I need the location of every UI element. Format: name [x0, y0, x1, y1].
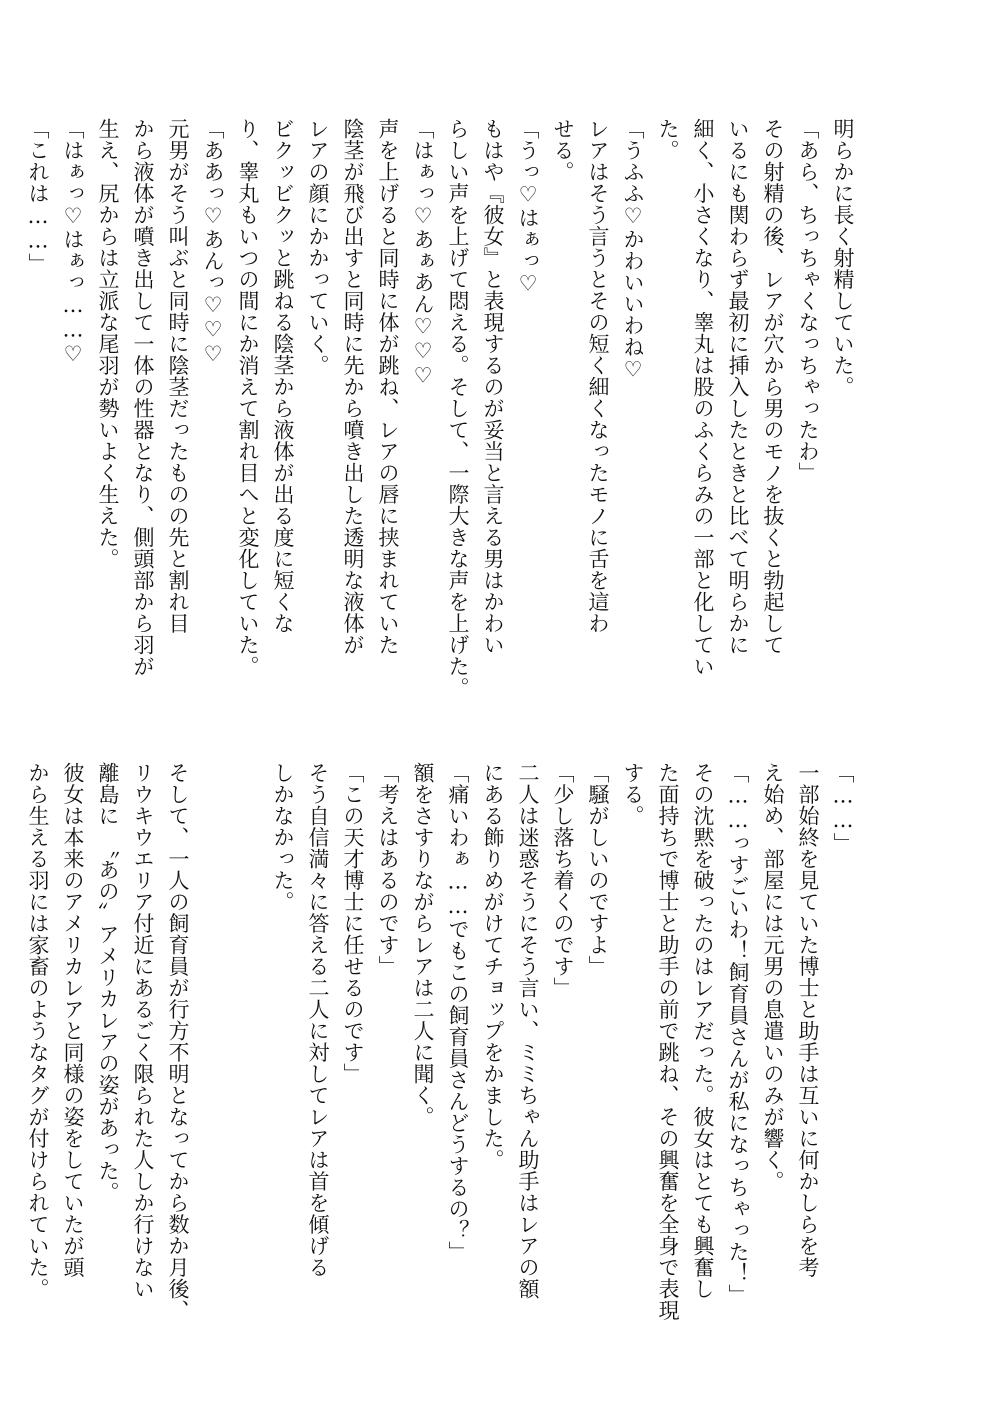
- text-line: にある飾りめがけてチョップをかました。: [481, 762, 505, 1171]
- text-line: そう自信満々に答える二人に対してレアは首を傾げる: [306, 762, 330, 1278]
- text-line: 「うっ♡はぁっ♡: [516, 118, 540, 296]
- text-line: その沈黙を破ったのはレアだった。彼女はとても興奮し: [691, 762, 715, 1300]
- text-line: 彼女は本来のアメリカレアと同様の姿をしていたが頭: [61, 762, 85, 1278]
- text-line: 「騒がしいのですよ」: [586, 762, 610, 977]
- text-line: から生える羽には家畜のようなタグが付けられていた。: [26, 762, 50, 1300]
- text-line: 一部始終を見ていた博士と助手は互いに何かしらを考: [796, 762, 820, 1278]
- text-line: らしい声を上げて悶える。そして、一際大きな声を上げた。: [446, 118, 470, 699]
- blank-line: [230, 762, 265, 1322]
- text-line: リウキウエリア付近にあるごく限られた人しか行けない: [131, 762, 155, 1300]
- text-line: 生え、尻からは立派な尾羽が勢いよく生えた。: [96, 118, 120, 570]
- text-line: 声を上げると同時に体が跳ね、レアの唇に挟まれていた: [376, 118, 400, 656]
- upper-text-block: [26, 118, 860, 726]
- text-line: 額をさすりながらレアは二人に聞く。: [411, 762, 435, 1128]
- text-line: 二人は迷惑そうにそう言い、ミミちゃん助手はレアの額: [516, 762, 540, 1300]
- text-line: しかなかった。: [271, 762, 295, 913]
- lower-text-block: [26, 762, 860, 1322]
- text-line: 「はぁっ♡はぁっ……♡: [61, 118, 85, 367]
- text-line: 陰茎が飛び出すと同時に先から噴き出した透明な液体が: [341, 118, 365, 656]
- text-line: もはや『彼女』と表現するのが妥当と言える男はかわい: [481, 118, 505, 656]
- text-line: ビクッビクッと跳ねる陰茎から液体が出る度に短くな: [271, 118, 295, 634]
- text-line: 明らかに長く射精していた。: [831, 118, 855, 398]
- text-line: いるにも関わらず最初に挿入したときと比べて明らかに: [726, 118, 750, 656]
- text-line: 「……っすごいわ！飼育員さんが私になっちゃった！」: [726, 762, 750, 1306]
- text-line: そして、一人の飼育員が行方不明となってから数か月後、: [166, 762, 190, 1321]
- text-line: り、睾丸もいつの間にか消えて割れ目へと変化していた。: [236, 118, 260, 677]
- blank-line: [195, 762, 230, 1322]
- text-line: レアはそう言うとその短く細くなったモノに舌を這わ: [586, 118, 610, 634]
- text-line: 「ああっ♡あんっ♡♡♡: [201, 118, 225, 367]
- text-line: 元男がそう叫ぶと同時に陰茎だったものの先と割れ目: [166, 118, 190, 634]
- text-line: 「少し落ち着くのです」: [551, 762, 575, 999]
- text-line: え始め、部屋には元男の息遣いのみが響く。: [761, 762, 785, 1192]
- text-line: た面持ちで博士と助手の前で跳ね、その興奮を全身で表現: [656, 762, 680, 1321]
- text-line: 「……」: [831, 762, 855, 854]
- text-line: 「あら、ちっちゃくなっちゃったわ」: [796, 118, 820, 484]
- text-line: レアの顔にかかっていく。: [306, 118, 330, 376]
- text-line: 「痛いわぁ……でもこの飼育員さんどうするの？」: [446, 762, 470, 1263]
- text-line: た。: [656, 118, 680, 161]
- text-line: 「うふふ♡かわいいわね♡: [621, 118, 645, 382]
- text-line: せる。: [551, 118, 575, 183]
- text-line: 「はぁっ♡あぁあん♡♡♡: [411, 118, 435, 388]
- text-line: 細く、小さくなり、睾丸は股のふくらみの一部と化してい: [691, 118, 715, 677]
- text-line: 「これは……」: [26, 118, 50, 275]
- text-line: から液体が噴き出して一体の性器となり、側頭部から羽が: [131, 118, 155, 677]
- text-line: その射精の後、レアが穴から男のモノを抜くと勃起して: [761, 118, 785, 656]
- text-line: 離島に 〝あの〟アメリカレアの姿があった。: [96, 762, 120, 1203]
- text-line: 「この天才博士に任せるのです」: [341, 762, 365, 1085]
- text-line: する。: [621, 762, 645, 827]
- text-line: 「考えはあるのです」: [376, 762, 400, 977]
